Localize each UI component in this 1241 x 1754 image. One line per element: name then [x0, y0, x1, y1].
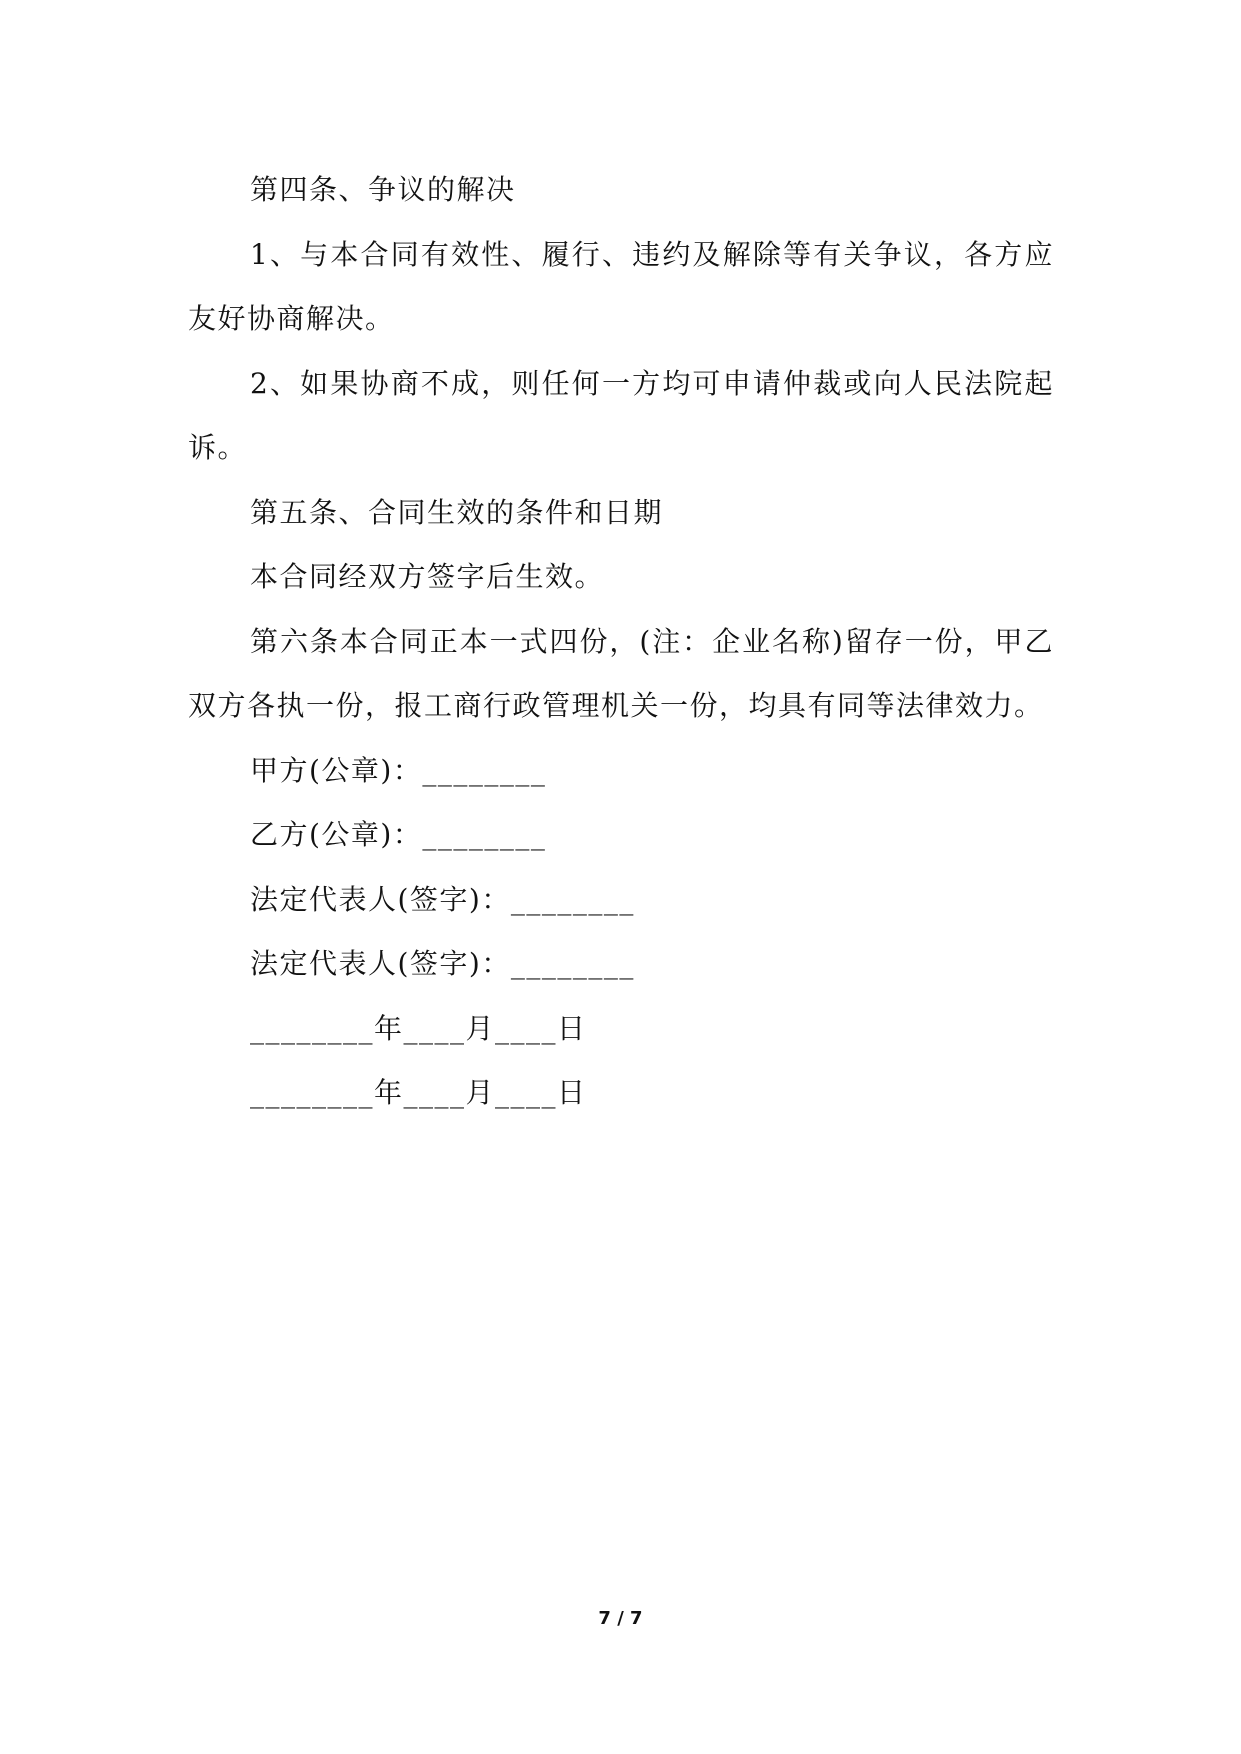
section-heading-article-5: 第五条、合同生效的条件和日期 [250, 495, 664, 529]
date-line-b: ________年____月____日 [250, 1076, 587, 1109]
document-body [188, 158, 1054, 1126]
legal-rep-signature-line-a: 法定代表人(签字)：________ [250, 882, 635, 916]
date-line-a: ________年____月____日 [250, 1011, 587, 1045]
party-b-seal-line: 乙方(公章)：________ [250, 818, 547, 851]
page-number: 7 / 7 [598, 1608, 643, 1629]
clause-4-1: 1、与本合同有效性、履行、违约及解除等有关争议，各方应友好协商解决。 [188, 237, 1054, 335]
party-a-seal-line: 甲方(公章)：________ [250, 753, 547, 787]
clause-4-2: 2、如果协商不成，则任何一方均可申请仲裁或向人民法院起诉。 [188, 366, 1054, 464]
article-6-text: 第六条本合同正本一式四份，(注：企业名称)留存一份，甲乙双方各执一份，报工商行政管理机关一份，均具有同等法律效力。 [188, 624, 1054, 722]
section-heading-article-4: 第四条、争议的解决 [250, 173, 516, 206]
legal-rep-signature-line-b: 法定代表人(签字)：________ [250, 947, 635, 980]
clause-5-text: 本合同经双方签字后生效。 [250, 560, 605, 593]
